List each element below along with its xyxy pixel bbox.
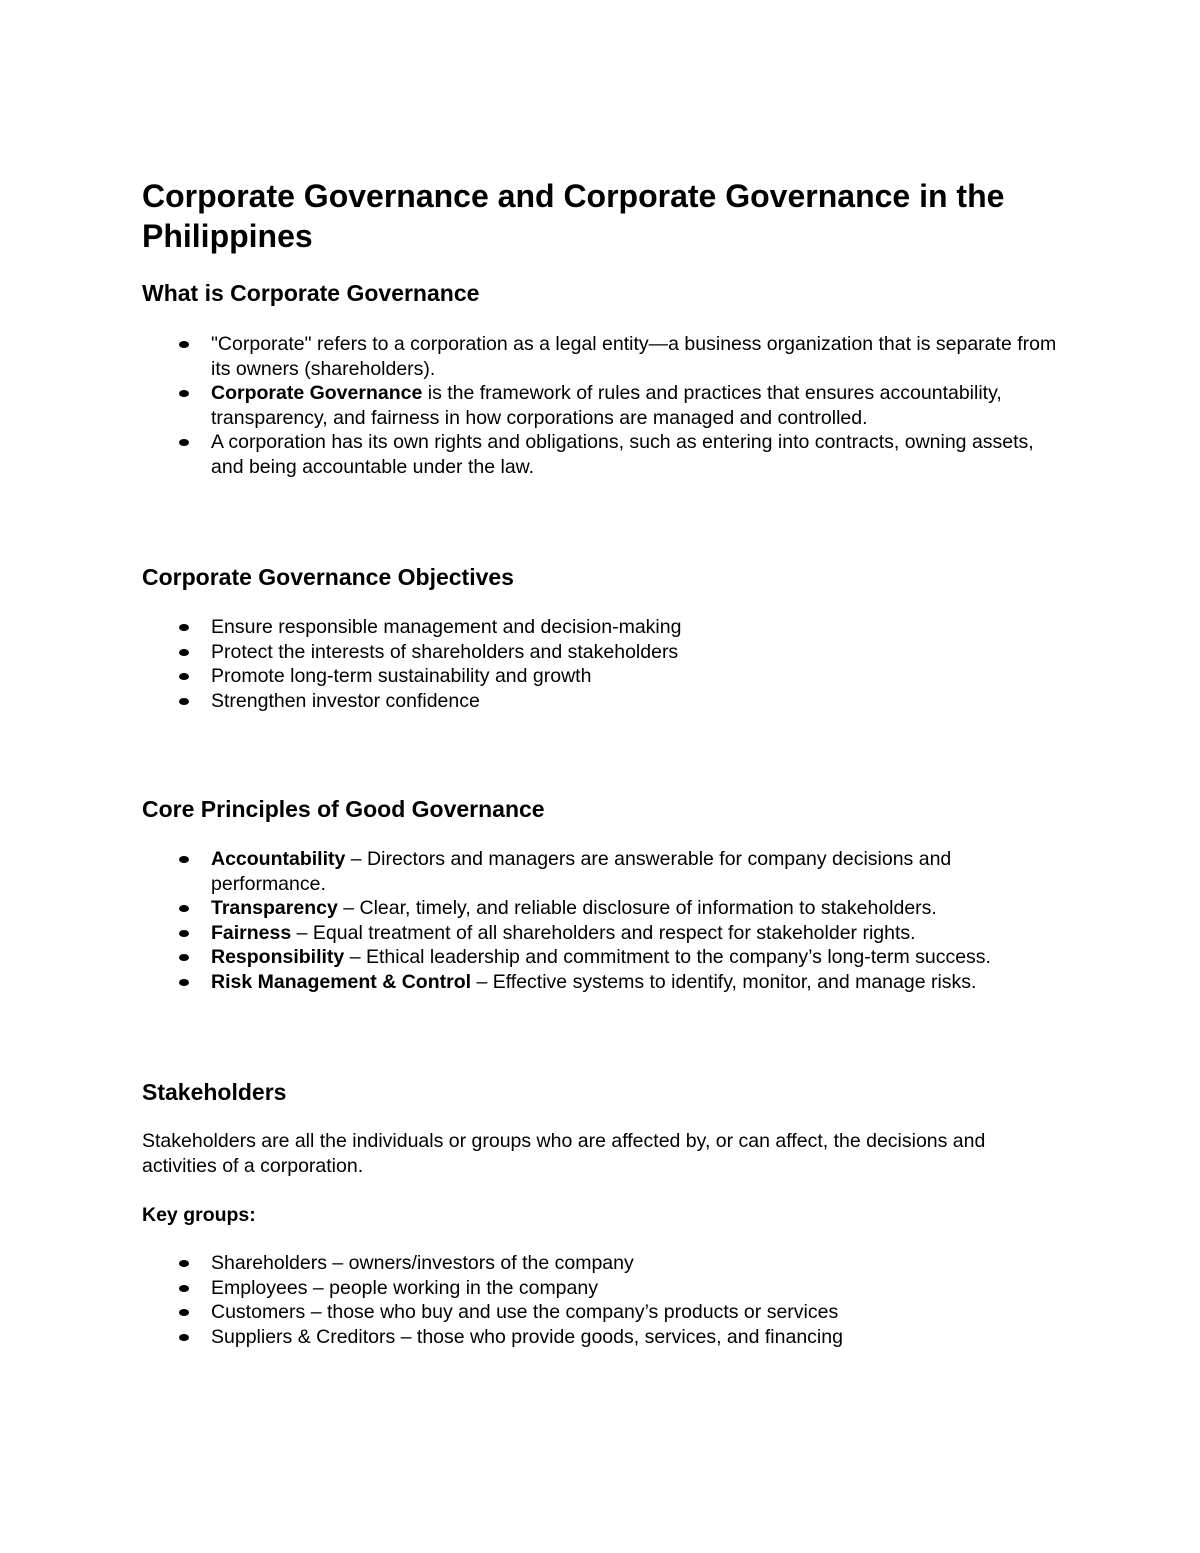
document-page bbox=[142, 176, 1062, 1349]
list-item-term: Responsibility bbox=[211, 946, 345, 968]
list-item bbox=[142, 970, 1062, 995]
list-item-text: – Effective systems to identify, monitor, and manage risks. bbox=[471, 970, 977, 993]
list-item-text: Customers – those who buy and use the company’s products or services bbox=[211, 1301, 839, 1323]
list-item bbox=[142, 615, 1062, 640]
list-item bbox=[142, 1251, 1062, 1276]
list-item-text: "Corporate" refers to a corporation as a legal entity—a business organization that is separate from its owners (shareholders). bbox=[211, 333, 1057, 380]
bullet-icon bbox=[179, 1285, 189, 1292]
bullet-icon bbox=[179, 341, 189, 348]
section-heading-principles: Core Principles of Good Governance bbox=[142, 796, 545, 822]
section-heading-objectives: Corporate Governance Objectives bbox=[142, 564, 514, 590]
list-item-text: – Clear, timely, and reliable disclosure of information to stakeholders. bbox=[337, 897, 937, 919]
list-item bbox=[142, 1325, 1062, 1350]
list-item-text: A corporation has its own rights and obligations, such as entering into contracts, owning assets, and being accountable under the law. bbox=[211, 431, 1034, 478]
bullet-icon bbox=[179, 1260, 189, 1267]
document-title: Corporate Governance and Corporate Governance in the Philippines bbox=[142, 178, 1005, 254]
bullet-icon bbox=[179, 673, 189, 680]
list-item bbox=[142, 689, 1062, 714]
section-heading-what-is: What is Corporate Governance bbox=[142, 280, 480, 306]
list-item-text: Strengthen investor confidence bbox=[211, 689, 480, 712]
bullet-icon bbox=[179, 439, 189, 446]
list-item bbox=[142, 332, 1062, 381]
list-item bbox=[142, 847, 1062, 896]
list-item-text: is the framework of rules and practices that ensures accountability, transparency, and fairness in how corporations are managed and controlled. bbox=[211, 382, 1002, 429]
list-item bbox=[142, 664, 1062, 689]
bullet-icon bbox=[179, 856, 189, 863]
list-item bbox=[142, 640, 1062, 665]
list-item-term: Accountability bbox=[211, 848, 346, 870]
stakeholders-paragraph: Stakeholders are all the individuals or groups who are affected by, or can affect, the decisions and activities of a corporation. bbox=[142, 1130, 986, 1177]
list-item-text: – Directors and managers are answerable for company decisions and performance. bbox=[211, 848, 952, 895]
list-item-text: Employees – people working in the company bbox=[211, 1276, 598, 1299]
list-item-term: Risk Management & Control bbox=[211, 970, 472, 993]
bullet-icon bbox=[179, 390, 189, 397]
list-item-text: Shareholders – owners/investors of the company bbox=[211, 1252, 634, 1274]
bullet-icon bbox=[179, 1309, 189, 1316]
bullet-icon bbox=[179, 954, 189, 961]
list-item bbox=[142, 945, 1062, 970]
key-groups-label: Key groups: bbox=[142, 1204, 256, 1226]
list-item bbox=[142, 1300, 1062, 1325]
bullet-icon bbox=[179, 905, 189, 912]
list-item-text: Suppliers & Creditors – those who provide goods, services, and financing bbox=[211, 1325, 843, 1348]
list-item-text: Ensure responsible management and decision-making bbox=[211, 616, 682, 638]
bullet-icon bbox=[179, 624, 189, 631]
list-item-term: Fairness bbox=[211, 921, 292, 944]
bullet-list-principles bbox=[142, 847, 1062, 994]
list-item bbox=[142, 896, 1062, 921]
list-item-text: Promote long-term sustainability and growth bbox=[211, 665, 592, 687]
list-item-text: Protect the interests of shareholders and stakeholders bbox=[211, 640, 679, 663]
list-item bbox=[142, 1276, 1062, 1301]
bullet-icon bbox=[179, 649, 189, 656]
list-item-text: – Equal treatment of all shareholders and respect for stakeholder rights. bbox=[291, 921, 916, 944]
bullet-list-what-is bbox=[142, 332, 1062, 479]
bullet-icon bbox=[179, 930, 189, 937]
bullet-list-objectives bbox=[142, 615, 1062, 713]
list-item-term: Corporate Governance bbox=[211, 382, 423, 404]
list-item bbox=[142, 430, 1062, 479]
list-item-term: Transparency bbox=[211, 897, 338, 919]
list-item bbox=[142, 381, 1062, 430]
bullet-icon bbox=[179, 698, 189, 705]
section-heading-stakeholders: Stakeholders bbox=[142, 1079, 287, 1105]
bullet-icon bbox=[179, 1334, 189, 1341]
list-item bbox=[142, 921, 1062, 946]
bullet-icon bbox=[179, 979, 189, 986]
bullet-list-key-groups bbox=[142, 1251, 1062, 1349]
list-item-text: – Ethical leadership and commitment to the company’s long-term success. bbox=[344, 946, 991, 968]
